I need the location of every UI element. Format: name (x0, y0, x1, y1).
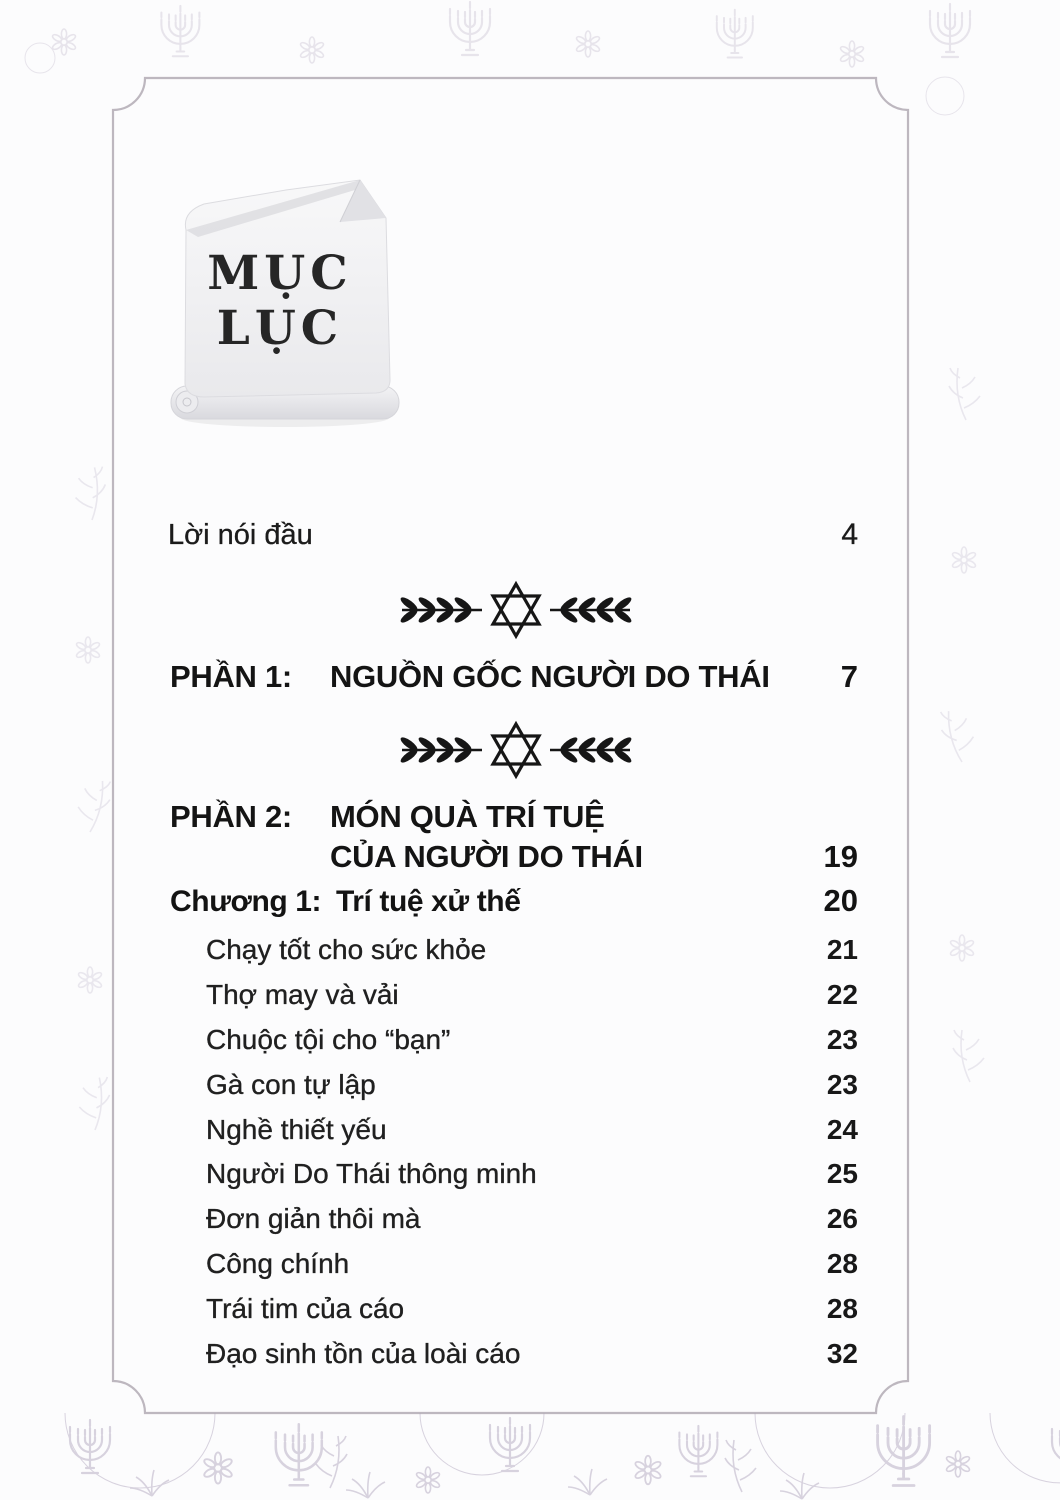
preface-label: Lời nói đầu (168, 519, 313, 551)
section-divider (0, 579, 1046, 641)
toc-item-page-number: 21 (826, 934, 858, 966)
part-2-title-line2: CỦA NGƯỜI DO THÁI (330, 839, 643, 874)
toc-item (168, 1107, 858, 1152)
leaf-arrow-left-icon (399, 735, 482, 765)
part-2-page-number: 19 (823, 839, 858, 874)
divider-ornament (396, 719, 636, 781)
toc-item-page-number: 25 (826, 1158, 858, 1190)
toc-title (166, 246, 394, 356)
toc-item-page-number: 32 (826, 1337, 858, 1369)
toc-item (168, 1062, 858, 1107)
part-2-title-line1: MÓN QUÀ TRÍ TUỆ (330, 799, 605, 834)
toc-item-page-number: 28 (826, 1247, 858, 1279)
toc-item (168, 1197, 858, 1242)
toc-item-page-number: 23 (826, 1068, 858, 1100)
leaf-arrow-right-icon (550, 735, 633, 765)
section-divider (0, 719, 1046, 781)
toc-title-line2: LỤC (216, 301, 344, 356)
toc-item (168, 928, 858, 973)
toc-item (168, 1242, 858, 1287)
toc-item-label: Trái tim của cáo (206, 1292, 405, 1324)
toc-item-label: Chuộc tội cho “bạn” (206, 1023, 451, 1055)
toc-item (168, 1152, 858, 1197)
chapter-title: Trí tuệ xử thế (336, 885, 521, 918)
leaf-arrow-right-icon (550, 595, 633, 625)
toc-item-list (168, 928, 858, 1376)
toc-item (168, 1331, 858, 1376)
toc-item-label: Người Do Thái thông minh (206, 1158, 537, 1190)
star-of-david-icon (493, 584, 539, 636)
toc-item-page-number: 23 (826, 1023, 858, 1055)
chapter-page-number: 20 (823, 883, 858, 918)
part-1-label: PHẦN 1: (170, 659, 292, 694)
toc-item-label: Đạo sinh tồn của loài cáo (206, 1337, 521, 1369)
toc-item-label: Thợ may và vải (206, 979, 399, 1011)
toc-item-label: Nghề thiết yếu (206, 1113, 387, 1145)
toc-title-line1: MỤC (207, 246, 353, 301)
part-2-title (330, 797, 788, 877)
toc-item-label: Chạy tốt cho sức khỏe (206, 934, 487, 966)
star-of-david-icon (493, 724, 539, 776)
part-1-title: NGUỒN GỐC NGƯỜI DO THÁI (330, 659, 770, 694)
toc-item (168, 1286, 858, 1331)
preface-page-number: 4 (841, 518, 858, 551)
part-2-label: PHẦN 2: (170, 799, 292, 834)
toc-item (168, 973, 858, 1018)
divider-ornament (396, 579, 636, 641)
toc-scroll-graphic (166, 170, 404, 428)
toc-item-label: Công chính (206, 1247, 350, 1279)
part-1-page-number: 7 (840, 659, 858, 694)
toc-entry-chapter-1 (170, 882, 858, 922)
toc-item-page-number: 26 (826, 1203, 858, 1235)
toc-item-page-number: 22 (826, 979, 858, 1011)
toc-entry-part-1 (170, 657, 858, 697)
toc-item (168, 1018, 858, 1063)
toc-item-label: Đơn giản thôi mà (206, 1203, 421, 1235)
chapter-label: Chương 1: (170, 885, 322, 918)
toc-item-page-number: 28 (826, 1292, 858, 1324)
toc-item-label: Gà con tự lập (206, 1068, 376, 1100)
leaf-arrow-left-icon (399, 595, 482, 625)
toc-entry-part-2 (170, 797, 858, 877)
toc-item-page-number: 24 (826, 1113, 858, 1145)
toc-entry-preface (168, 518, 858, 552)
